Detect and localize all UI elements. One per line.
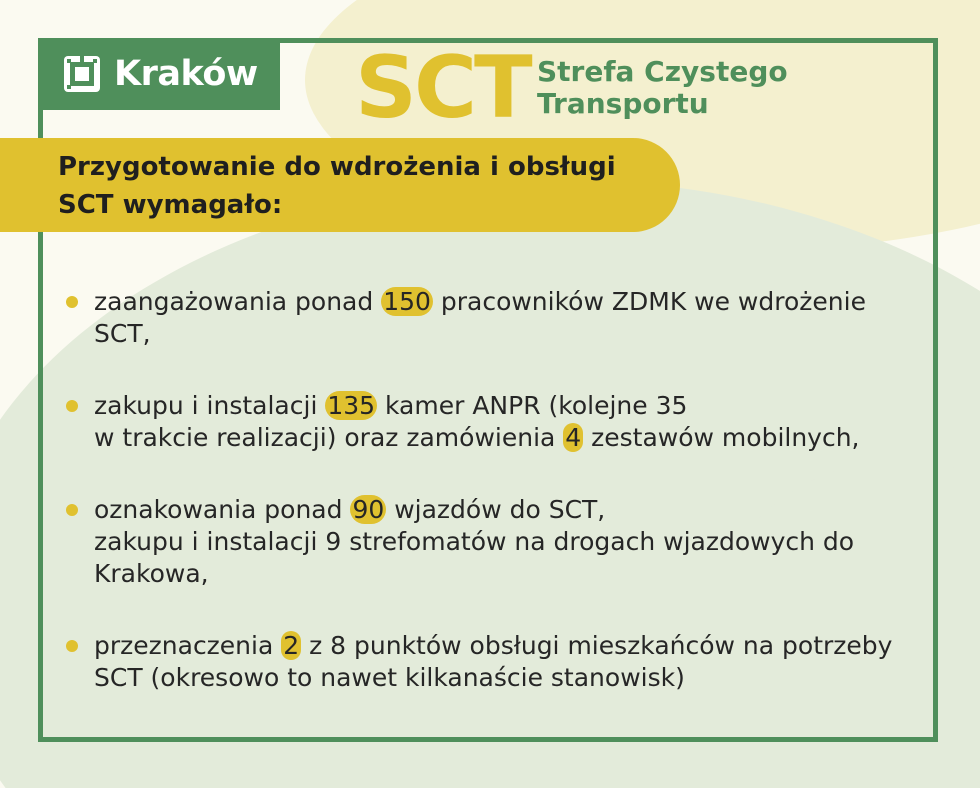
highlighted-number: 150 bbox=[383, 287, 431, 316]
list-item bbox=[66, 630, 926, 694]
item-line: SCT, bbox=[94, 319, 151, 348]
item-text: przeznaczenia bbox=[94, 631, 282, 660]
logo-text: Kraków bbox=[114, 54, 258, 94]
subtitle-line-1: Strefa Czystego bbox=[537, 55, 788, 88]
bullet-dot bbox=[66, 400, 78, 412]
item-text: zaangażowania ponad bbox=[94, 287, 382, 316]
banner-heading bbox=[58, 148, 678, 224]
item-text: pracowników ZDMK we wdrożenie bbox=[432, 287, 866, 316]
item-line: zakupu i instalacji 9 strefomatów na drogach wjazdowych do bbox=[94, 527, 855, 556]
item-line bbox=[94, 286, 926, 318]
item-line bbox=[94, 390, 926, 422]
highlighted-number: 135 bbox=[327, 391, 376, 420]
banner-line-2: SCT wymagało: bbox=[58, 190, 283, 220]
item-line bbox=[94, 494, 926, 526]
item-line bbox=[94, 422, 926, 454]
subtitle-line-2: Transportu bbox=[537, 87, 709, 120]
page-subtitle bbox=[537, 56, 788, 120]
item-text: oznakowania ponad bbox=[94, 495, 351, 524]
item-text: w trakcie realizacji) oraz zamówienia bbox=[94, 423, 564, 452]
krakow-logo bbox=[38, 38, 280, 110]
list-item bbox=[66, 494, 926, 590]
list-item bbox=[66, 390, 926, 454]
item-text: kamer ANPR (kolejne 35 bbox=[377, 391, 688, 420]
item-text: zestawów mobilnych, bbox=[583, 423, 860, 452]
item-text: wjazdów do SCT, bbox=[386, 495, 606, 524]
bullet-dot bbox=[66, 504, 78, 516]
bullet-dot bbox=[66, 296, 78, 308]
list-item bbox=[66, 286, 926, 350]
krakow-logo-icon bbox=[64, 56, 100, 92]
highlighted-number: 4 bbox=[565, 423, 582, 452]
bullet-dot bbox=[66, 640, 78, 652]
item-line bbox=[94, 630, 926, 662]
highlighted-number: 90 bbox=[352, 495, 385, 524]
item-text: z 8 punktów obsługi mieszkańców na potrzeby bbox=[301, 631, 893, 660]
item-line: Krakowa, bbox=[94, 559, 209, 588]
requirements-list bbox=[66, 286, 926, 694]
item-text: zakupu i instalacji bbox=[94, 391, 326, 420]
banner-line-1: Przygotowanie do wdrożenia i obsługi bbox=[58, 152, 616, 182]
page-title: SCT bbox=[355, 38, 530, 138]
item-line: SCT (okresowo to nawet kilkanaście stanowisk) bbox=[94, 663, 685, 692]
highlighted-number: 2 bbox=[283, 631, 300, 660]
